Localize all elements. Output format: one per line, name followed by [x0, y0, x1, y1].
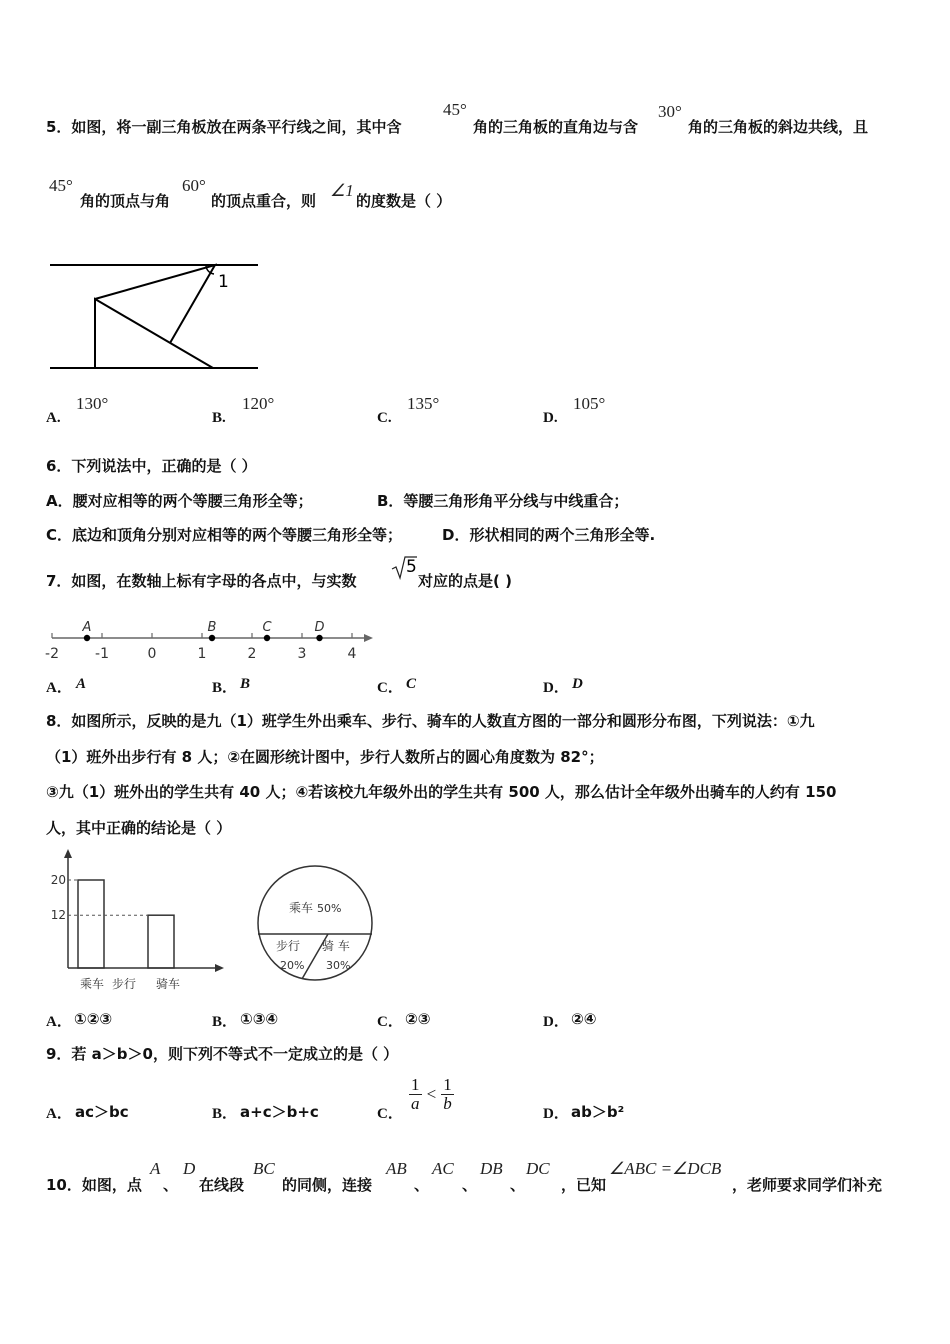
q5-option-d-label: D. — [543, 410, 558, 426]
pie-label-walk: 步行 — [276, 939, 301, 953]
q10-segment-ab: AB — [386, 1159, 407, 1178]
q9-option-d-value: ab＞b² — [571, 1103, 625, 1121]
q5-text-1: 5．如图，将一副三角板放在两条平行线之间，其中含 — [46, 118, 402, 136]
q9-fraction-1a: $\frac{1}{a}$ — [411, 1075, 420, 1113]
bar-chart-x-arrow — [215, 964, 224, 972]
angle-1-label: 1 — [218, 272, 229, 292]
q10-segment-ac: AC — [432, 1159, 454, 1178]
number-line-arrow — [364, 634, 373, 642]
q5-option-a-value: 130° — [76, 394, 109, 413]
q5-option-b-label: B. — [212, 410, 226, 426]
q10-sep-1: 、 — [163, 1176, 179, 1194]
number-line-tick-label: 4 — [347, 646, 357, 662]
q8-option-c-value: ②③ — [405, 1010, 431, 1028]
number-line-tick-label: -1 — [95, 646, 109, 662]
q9-option-b-label: B． — [212, 1106, 238, 1122]
pie-pct-ride: 50% — [317, 902, 342, 915]
q5-angle-1: ∠1 — [330, 181, 354, 200]
q5-option-a-label: A. — [46, 410, 61, 426]
q7-sqrt-sign — [390, 554, 418, 580]
q8-option-c-label: C． — [377, 1014, 403, 1030]
q9-stem: 9．若 a＞b＞0，则下列不等式不一定成立的是（ ） — [46, 1045, 399, 1063]
q5-text-3: 角的三角板的斜边共线，且 — [688, 118, 869, 136]
q10-condition: ∠ABC =∠DCB — [609, 1159, 722, 1178]
q8-line-3: ③九（1）班外出的学生共有 40 人；④若该校九年级外出的学生共有 500 人，那么估计全年级外出骑车的人约有 150 — [46, 783, 837, 801]
q6-stem: 6．下列说法中，正确的是（ ） — [46, 457, 257, 475]
q10-sep-3: 、 — [462, 1176, 478, 1194]
q10-text-1: 10．如图，点 — [46, 1176, 142, 1194]
q9-option-c-label: C． — [377, 1106, 403, 1122]
q5-text-4: 角的顶点与角 — [80, 192, 171, 210]
q5-math-45b: 45° — [49, 176, 73, 195]
q5-math-30: 30° — [658, 102, 682, 121]
q7-text-1: 7．如图，在数轴上标有字母的各点中，与实数 — [46, 572, 357, 590]
pie-circle — [258, 866, 372, 980]
q5-text-6: 的度数是（ ） — [356, 192, 452, 210]
bar-chart-category-label: 乘车 — [80, 977, 105, 991]
q9-option-a-label: A． — [46, 1106, 72, 1122]
pie-pct-bike: 30% — [326, 959, 351, 972]
q8-bar-chart — [44, 846, 234, 996]
q7-option-a-label: A． — [46, 680, 72, 696]
pie-pct-walk: 20% — [280, 959, 305, 972]
bar-chart-y-arrow — [64, 849, 72, 858]
q5-text-5: 的顶点重合，则 — [211, 192, 317, 210]
q7-option-b-label: B． — [212, 680, 238, 696]
q8-line-4: 人，其中正确的结论是（ ） — [46, 819, 232, 837]
q7-option-a-value: A — [76, 676, 87, 692]
q8-line-1: 8．如图所示，反映的是九（1）班学生外出乘车、步行、骑车的人数直方图的一部分和圆形分布图，下列说法：①九 — [46, 712, 815, 730]
number-line-point-label: C — [262, 620, 272, 635]
number-line-point-c — [264, 635, 270, 641]
q10-sep-2: 、 — [414, 1176, 430, 1194]
q9-option-d-label: D． — [543, 1106, 569, 1122]
q7-option-d-label: D． — [543, 680, 569, 696]
q9-less-than: < — [426, 1084, 437, 1104]
number-line-tick-label: -2 — [45, 646, 59, 662]
q6-option-a: A．腰对应相等的两个等腰三角形全等； — [46, 492, 313, 510]
q5-math-45: 45° — [443, 100, 467, 119]
q5-triangle-figure — [40, 255, 270, 380]
q10-text-4: ，已知 — [561, 1176, 607, 1194]
q7-number-line — [40, 612, 380, 662]
number-line-tick-label: 3 — [297, 646, 307, 662]
number-line-point-label: D — [314, 620, 325, 635]
q7-option-d-value: D — [572, 676, 583, 692]
q10-point-d: D — [183, 1159, 196, 1178]
q9-option-a-value: ac＞bc — [75, 1103, 129, 1121]
q10-sep-4: 、 — [510, 1176, 526, 1194]
q10-point-a: A — [150, 1159, 161, 1178]
q8-option-d-label: D． — [543, 1014, 569, 1030]
q6-option-c: C．底边和顶角分别对应相等的两个等腰三角形全等； — [46, 526, 403, 544]
q5-text-2: 角的三角板的直角边与含 — [473, 118, 639, 136]
q5-option-c-label: C. — [377, 410, 392, 426]
q10-text-3: 的同侧，连接 — [282, 1176, 373, 1194]
q7-option-c-label: C． — [377, 680, 403, 696]
number-line-point-d — [316, 635, 322, 641]
bar-2 — [148, 915, 174, 968]
number-line-tick-label: 2 — [247, 646, 257, 662]
q5-math-60: 60° — [182, 176, 206, 195]
number-line-point-label: A — [82, 620, 92, 635]
q5-option-b-value: 120° — [242, 394, 275, 413]
q6-option-b: B．等腰三角形角平分线与中线重合； — [377, 492, 629, 510]
q8-option-b-label: B． — [212, 1014, 238, 1030]
q9-option-b-value: a+c＞b+c — [240, 1103, 319, 1121]
q5-option-c-value: 135° — [407, 394, 440, 413]
bar-chart-y-tick-label: 20 — [50, 873, 66, 887]
q7-option-c-value: C — [406, 676, 417, 692]
bar-chart-y-tick-label: 12 — [50, 908, 66, 923]
q8-pie-chart — [254, 862, 378, 986]
q10-segment-db: DB — [480, 1159, 503, 1178]
q7-text-2: 对应的点是( ) — [418, 572, 512, 590]
pie-label-ride: 乘车 — [289, 901, 314, 915]
q8-line-2: （1）班外出步行有 8 人；②在圆形统计图中，步行人数所占的圆心角度数为 82°； — [46, 748, 604, 766]
pie-label-bike: 骑 车 — [322, 939, 350, 953]
number-line-tick-label: 1 — [197, 646, 207, 662]
q8-option-d-value: ②④ — [571, 1010, 597, 1028]
bar-0 — [78, 880, 104, 968]
q10-segment-dc: DC — [526, 1159, 550, 1178]
bar-chart-category-label: 步行 — [112, 977, 137, 991]
q8-option-a-value: ①②③ — [74, 1010, 113, 1028]
triangle-30 — [95, 265, 215, 343]
q9-option-c-expression — [409, 1076, 454, 1113]
q8-option-a-label: A． — [46, 1014, 72, 1030]
q7-sqrt-radicand: 5 — [406, 557, 417, 577]
bar-chart-category-label: 骑车 — [156, 977, 181, 991]
number-line-point-b — [209, 635, 215, 641]
q5-option-d-value: 105° — [573, 394, 606, 413]
triangle-45 — [95, 299, 213, 368]
number-line-point-label: B — [207, 620, 217, 635]
number-line-tick-label: 0 — [147, 646, 157, 662]
q10-text-2: 在线段 — [199, 1176, 245, 1194]
q9-fraction-1b: $\frac{1}{b}$ — [443, 1075, 452, 1113]
q10-segment-bc: BC — [253, 1159, 275, 1178]
number-line-point-a — [84, 635, 90, 641]
q8-option-b-value: ①③④ — [240, 1010, 279, 1028]
q10-text-5: ，老师要求同学们补充 — [732, 1176, 883, 1194]
q7-option-b-value: B — [240, 676, 251, 692]
q6-option-d: D．形状相同的两个三角形全等. — [442, 526, 656, 544]
